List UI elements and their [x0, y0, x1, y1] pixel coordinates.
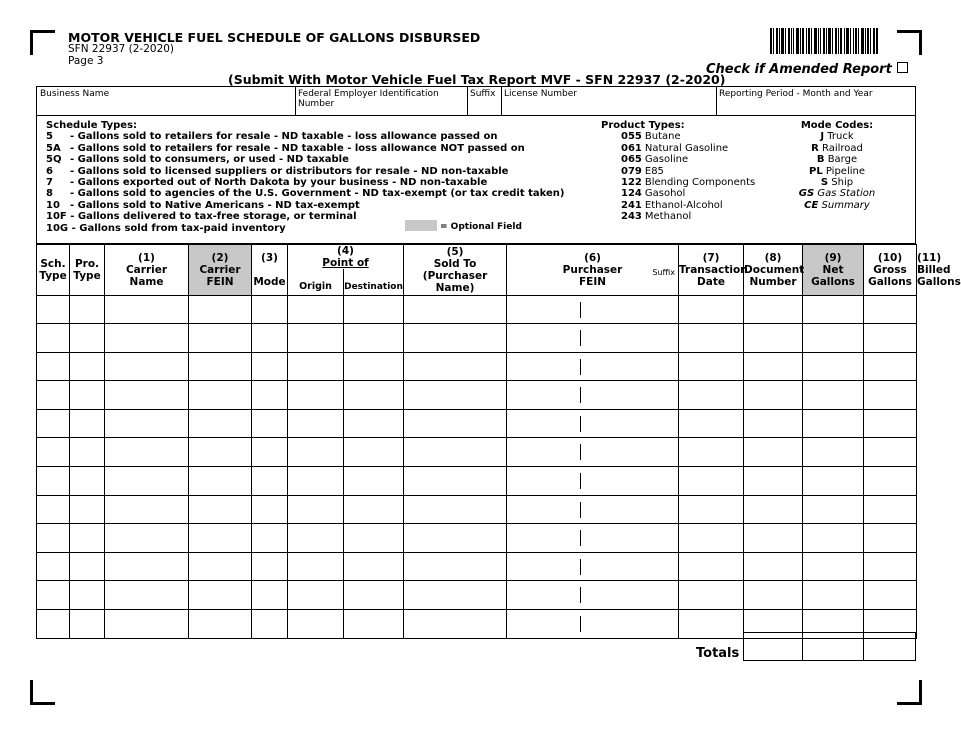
gross-gallons-cell[interactable] — [864, 552, 917, 581]
col-point-of: (4) Point of — [288, 245, 404, 270]
carrier-fein-cell[interactable] — [189, 352, 252, 381]
document-number-cell[interactable] — [744, 581, 803, 610]
sold-to-cell[interactable] — [404, 352, 507, 381]
pro-type-cell[interactable] — [70, 352, 105, 381]
carrier-fein-cell[interactable] — [189, 552, 252, 581]
suffix-divider — [580, 616, 581, 632]
suffix-divider — [580, 530, 581, 546]
table-row — [37, 552, 917, 581]
document-number-cell[interactable] — [744, 324, 803, 353]
document-number-cell[interactable] — [744, 524, 803, 553]
schedule-code: 5A — [46, 142, 61, 154]
table-row — [37, 295, 917, 324]
gross-gallons-cell[interactable] — [864, 295, 917, 324]
carrier-name-cell[interactable] — [105, 381, 189, 410]
transaction-date-cell[interactable] — [679, 552, 744, 581]
gross-gallons-cell[interactable] — [864, 495, 917, 524]
carrier-fein-cell[interactable] — [189, 409, 252, 438]
barcode-image — [770, 28, 878, 54]
destination-cell[interactable] — [344, 552, 404, 581]
mode-code: B — [816, 154, 825, 166]
sold-to-cell[interactable] — [404, 295, 507, 324]
net-gallons-cell[interactable] — [803, 381, 864, 410]
net-gallons-cell[interactable] — [803, 438, 864, 467]
suffix-divider — [580, 473, 581, 489]
transaction-date-cell[interactable] — [679, 524, 744, 553]
origin-cell[interactable] — [288, 581, 344, 610]
mode-code: PL — [808, 165, 823, 177]
sold-to-cell[interactable] — [404, 495, 507, 524]
suffix-divider — [580, 330, 581, 346]
sch-type-cell[interactable] — [37, 409, 70, 438]
schedule-text: - Gallons sold to consumers, or used - ND taxable — [70, 154, 349, 166]
sch-type-cell[interactable] — [37, 352, 70, 381]
gross-gallons-cell[interactable] — [864, 524, 917, 553]
total-billed-gallons-field[interactable] — [864, 633, 916, 660]
carrier-name-cell[interactable] — [105, 552, 189, 581]
purchaser-fein-cell[interactable] — [507, 409, 679, 438]
destination-cell[interactable] — [344, 610, 404, 639]
mode-code: R — [811, 142, 819, 154]
mode-name: Gas Station — [817, 188, 876, 200]
origin-cell[interactable] — [288, 467, 344, 496]
sold-to-cell[interactable] — [404, 552, 507, 581]
sold-to-cell[interactable] — [404, 467, 507, 496]
mode-cell[interactable] — [252, 381, 288, 410]
product-name: Methanol — [644, 211, 692, 223]
schedule-code: 10 — [46, 199, 60, 211]
carrier-name-cell[interactable] — [105, 438, 189, 467]
suffix-divider — [580, 502, 581, 518]
carrier-name-cell[interactable] — [105, 524, 189, 553]
document-number-cell[interactable] — [744, 381, 803, 410]
schedule-text: - Gallons sold to licensed suppliers or distributors for resale - ND non-taxable — [70, 165, 509, 177]
carrier-fein-cell[interactable] — [189, 581, 252, 610]
net-gallons-cell[interactable] — [803, 324, 864, 353]
pro-type-cell[interactable] — [70, 409, 105, 438]
sch-type-cell[interactable] — [37, 495, 70, 524]
purchaser-fein-cell[interactable] — [507, 467, 679, 496]
carrier-name-cell[interactable] — [105, 610, 189, 639]
net-gallons-cell[interactable] — [803, 467, 864, 496]
product-code: 124 — [621, 188, 642, 200]
page-number: Page 3 — [68, 55, 104, 67]
net-gallons-cell[interactable] — [803, 495, 864, 524]
sch-type-cell[interactable] — [37, 438, 70, 467]
product-name: Natural Gasoline — [644, 142, 729, 154]
submit-note: (Submit With Motor Vehicle Fuel Tax Report MVF - SFN 22937 (2-2020) — [228, 72, 726, 87]
mode-cell[interactable] — [252, 352, 288, 381]
destination-cell[interactable] — [344, 295, 404, 324]
product-name: E85 — [644, 165, 664, 177]
suffix-divider — [580, 416, 581, 432]
destination-cell[interactable] — [344, 467, 404, 496]
form-title: MOTOR VEHICLE FUEL SCHEDULE OF GALLONS DISBURSED — [68, 30, 481, 45]
product-name: Blending Components — [644, 177, 756, 189]
origin-cell[interactable] — [288, 324, 344, 353]
carrier-fein-cell[interactable] — [189, 524, 252, 553]
destination-cell[interactable] — [344, 409, 404, 438]
origin-cell[interactable] — [288, 381, 344, 410]
gross-gallons-cell[interactable] — [864, 581, 917, 610]
corner-mark-bottom-left — [30, 680, 55, 705]
destination-cell[interactable] — [344, 324, 404, 353]
destination-cell[interactable] — [344, 381, 404, 410]
mode-cell[interactable] — [252, 295, 288, 324]
table-row — [37, 581, 917, 610]
gross-gallons-cell[interactable] — [864, 352, 917, 381]
origin-cell[interactable] — [288, 295, 344, 324]
suffix-divider — [580, 559, 581, 575]
document-number-cell[interactable] — [744, 495, 803, 524]
col-sold-to: (5) Sold To (Purchaser Name) — [404, 245, 507, 296]
sch-type-cell[interactable] — [37, 324, 70, 353]
sch-type-cell[interactable] — [37, 467, 70, 496]
schedule-text: - Gallons delivered to tax-free storage, or terminal — [70, 211, 357, 223]
license-number-field[interactable] — [501, 87, 716, 115]
origin-cell[interactable] — [288, 409, 344, 438]
schedule-code: 5Q — [46, 154, 62, 166]
pro-type-cell[interactable] — [70, 467, 105, 496]
mode-cell[interactable] — [252, 610, 288, 639]
purchaser-fein-cell[interactable] — [507, 495, 679, 524]
mode-cell[interactable] — [252, 552, 288, 581]
gross-gallons-cell[interactable] — [864, 409, 917, 438]
schedule-text: - Gallons sold to Native Americans - ND tax-exempt — [70, 199, 360, 211]
form-number: SFN 22937 (2-2020) — [68, 43, 175, 55]
pro-type-cell[interactable] — [70, 552, 105, 581]
pro-type-cell[interactable] — [70, 324, 105, 353]
purchaser-fein-cell[interactable] — [507, 610, 679, 639]
schedule-code: 10G — [46, 222, 69, 234]
carrier-name-cell[interactable] — [105, 352, 189, 381]
transaction-date-cell[interactable] — [679, 381, 744, 410]
product-types-heading: Product Types: — [601, 120, 685, 131]
mode-cell[interactable] — [252, 409, 288, 438]
net-gallons-cell[interactable] — [803, 524, 864, 553]
corner-mark-top-right — [897, 30, 922, 55]
col-mode: (3) Mode — [252, 245, 288, 296]
origin-cell[interactable] — [288, 495, 344, 524]
mode-cell[interactable] — [252, 495, 288, 524]
gross-gallons-cell[interactable] — [864, 381, 917, 410]
table-row — [37, 438, 917, 467]
disbursement-table: Sch. Type Pro. Type (1) Carrier Name (2) Carrier FEIN (3) Mode (4) Point of (5) Sold To (Purchaser Name) (6) Purchaser FEIN Suffix (7) Transaction Date (8) Document Number (9) Net Gallons (10) Gross Gallons (11) Billed Gallons Origin Destination — [36, 244, 917, 639]
gross-gallons-cell[interactable] — [864, 324, 917, 353]
purchaser-fein-cell[interactable] — [507, 352, 679, 381]
purchaser-fein-cell[interactable] — [507, 381, 679, 410]
document-number-cell[interactable] — [744, 409, 803, 438]
origin-cell[interactable] — [288, 524, 344, 553]
destination-cell[interactable] — [344, 524, 404, 553]
destination-cell[interactable] — [344, 495, 404, 524]
schedule-text: - Gallons sold to retailers for resale - ND taxable - loss allowance passed on — [70, 131, 498, 143]
destination-cell[interactable] — [344, 581, 404, 610]
table-row — [37, 409, 917, 438]
sold-to-cell[interactable] — [404, 524, 507, 553]
schedule-code: 7 — [46, 177, 53, 189]
sch-type-cell[interactable] — [37, 381, 70, 410]
mode-code: GS — [798, 188, 815, 200]
table-row — [37, 524, 917, 553]
totals-label: Totals — [696, 646, 740, 661]
sold-to-cell[interactable] — [404, 610, 507, 639]
product-name: Gasoline — [644, 154, 689, 166]
product-code: 065 — [621, 154, 642, 166]
mode-name: Barge — [827, 154, 858, 166]
purchaser-fein-cell[interactable] — [507, 524, 679, 553]
purchaser-suffix-label: Suffix — [652, 268, 676, 277]
col-origin: Origin — [288, 269, 344, 295]
table-row — [37, 381, 917, 410]
license-number-label: License Number — [504, 89, 577, 99]
corner-mark-top-left — [30, 30, 55, 55]
origin-cell[interactable] — [288, 610, 344, 639]
suffix-field[interactable] — [467, 87, 501, 115]
document-number-cell[interactable] — [744, 438, 803, 467]
carrier-name-cell[interactable] — [105, 324, 189, 353]
transaction-date-cell[interactable] — [679, 409, 744, 438]
fein-label: Federal Employer Identification Number — [298, 89, 439, 109]
carrier-fein-cell[interactable] — [189, 324, 252, 353]
product-name: Butane — [644, 131, 681, 143]
col-carrier-name: (1) Carrier Name — [105, 245, 189, 296]
carrier-fein-cell[interactable] — [189, 495, 252, 524]
destination-cell[interactable] — [344, 352, 404, 381]
pro-type-cell[interactable] — [70, 581, 105, 610]
legend-block — [36, 116, 916, 244]
mode-name: Truck — [827, 131, 854, 143]
document-number-cell[interactable] — [744, 552, 803, 581]
purchaser-fein-cell[interactable] — [507, 581, 679, 610]
total-gross-gallons-field[interactable] — [803, 633, 863, 660]
table-row — [37, 467, 917, 496]
mode-cell[interactable] — [252, 324, 288, 353]
purchaser-fein-cell[interactable] — [507, 295, 679, 324]
mode-codes-list — [782, 120, 892, 211]
schedule-text: - Gallons sold from tax-paid inventory — [71, 222, 286, 234]
carrier-fein-cell[interactable] — [189, 438, 252, 467]
table-row — [37, 352, 917, 381]
total-net-gallons-field[interactable] — [744, 633, 802, 660]
carrier-name-cell[interactable] — [105, 495, 189, 524]
product-code: 241 — [621, 199, 642, 211]
schedule-code: 8 — [46, 188, 53, 200]
document-number-cell[interactable] — [744, 352, 803, 381]
schedule-text: - Gallons exported out of North Dakota by your business - ND non-taxable — [70, 177, 488, 189]
product-code: 055 — [621, 131, 642, 143]
carrier-name-cell[interactable] — [105, 409, 189, 438]
sold-to-cell[interactable] — [404, 581, 507, 610]
suffix-divider — [580, 587, 581, 603]
mode-cell[interactable] — [252, 581, 288, 610]
pro-type-cell[interactable] — [70, 295, 105, 324]
net-gallons-cell[interactable] — [803, 295, 864, 324]
business-name-label: Business Name — [40, 89, 110, 99]
product-name: Ethanol-Alcohol — [644, 199, 723, 211]
col-carrier-fein: (2) Carrier FEIN — [189, 245, 252, 296]
mode-cell[interactable] — [252, 438, 288, 467]
carrier-name-cell[interactable] — [105, 467, 189, 496]
product-code: 243 — [621, 211, 642, 223]
pro-type-cell[interactable] — [70, 524, 105, 553]
col-pro-type: Pro. Type — [70, 245, 105, 296]
transaction-date-cell[interactable] — [679, 467, 744, 496]
net-gallons-cell[interactable] — [803, 552, 864, 581]
business-info-row — [36, 86, 916, 116]
purchaser-fein-cell[interactable] — [507, 552, 679, 581]
carrier-fein-cell[interactable] — [189, 295, 252, 324]
fein-field[interactable] — [295, 87, 467, 115]
net-gallons-cell[interactable] — [803, 581, 864, 610]
document-number-cell[interactable] — [744, 467, 803, 496]
transaction-date-cell[interactable] — [679, 610, 744, 639]
mode-cell[interactable] — [252, 467, 288, 496]
col-purchaser-fein: (6) Purchaser FEIN Suffix — [507, 245, 679, 296]
mode-codes-heading: Mode Codes: — [800, 120, 874, 131]
carrier-name-cell[interactable] — [105, 581, 189, 610]
gross-gallons-cell[interactable] — [864, 438, 917, 467]
optional-field-label: = Optional Field — [440, 222, 522, 232]
schedule-code: 6 — [46, 165, 53, 177]
sold-to-cell[interactable] — [404, 324, 507, 353]
col-destination: Destination — [344, 269, 404, 295]
product-code: 061 — [621, 142, 642, 154]
origin-cell[interactable] — [288, 438, 344, 467]
origin-cell[interactable] — [288, 352, 344, 381]
col-sch-type: Sch. Type — [37, 245, 70, 296]
suffix-divider — [580, 302, 581, 318]
totals-row — [743, 632, 916, 661]
optional-swatch — [405, 220, 437, 231]
suffix-label: Suffix — [470, 89, 496, 99]
mode-code: J — [820, 131, 825, 143]
schedule-text: - Gallons sold to retailers for resale - ND taxable - loss allowance NOT passed on — [70, 142, 525, 154]
carrier-fein-cell[interactable] — [189, 381, 252, 410]
transaction-date-cell[interactable] — [679, 438, 744, 467]
amended-report-checkbox[interactable] — [897, 62, 908, 73]
reporting-period-field[interactable] — [716, 87, 916, 115]
document-number-cell[interactable] — [744, 295, 803, 324]
optional-field-key — [405, 220, 522, 232]
transaction-date-cell[interactable] — [679, 495, 744, 524]
reporting-period-label: Reporting Period - Month and Year — [719, 89, 873, 99]
carrier-name-cell[interactable] — [105, 295, 189, 324]
suffix-divider — [580, 444, 581, 460]
mode-name: Pipeline — [825, 165, 866, 177]
business-name-field[interactable] — [37, 87, 295, 115]
sch-type-cell[interactable] — [37, 295, 70, 324]
carrier-fein-cell[interactable] — [189, 610, 252, 639]
pro-type-cell[interactable] — [70, 610, 105, 639]
col-net-gallons: (9) Net Gallons — [803, 245, 864, 296]
sold-to-cell[interactable] — [404, 409, 507, 438]
sch-type-cell[interactable] — [37, 524, 70, 553]
amended-report-label: Check if Amended Report — [706, 62, 892, 77]
pro-type-cell[interactable] — [70, 438, 105, 467]
mode-code: S — [820, 177, 829, 189]
schedule-code: 10F — [46, 211, 67, 223]
amended-report-option[interactable] — [706, 62, 908, 77]
sch-type-cell[interactable] — [37, 552, 70, 581]
purchaser-fein-cell[interactable] — [507, 438, 679, 467]
corner-mark-bottom-right — [897, 680, 922, 705]
net-gallons-cell[interactable] — [803, 409, 864, 438]
schedule-text: - Gallons sold to agencies of the U.S. Government - ND tax-exempt (or tax credit taken) — [70, 188, 565, 200]
transaction-date-cell[interactable] — [679, 295, 744, 324]
product-code: 122 — [621, 177, 642, 189]
mode-name: Summary — [821, 199, 870, 211]
product-name: Gasohol — [644, 188, 686, 200]
sch-type-cell[interactable] — [37, 581, 70, 610]
mode-name: Railroad — [821, 142, 863, 154]
gross-gallons-cell[interactable] — [864, 467, 917, 496]
pro-type-cell[interactable] — [70, 381, 105, 410]
destination-cell[interactable] — [344, 438, 404, 467]
transaction-date-cell[interactable] — [679, 581, 744, 610]
mode-name: Ship — [831, 177, 854, 189]
sold-to-cell[interactable] — [404, 381, 507, 410]
schedule-code: 5 — [46, 131, 53, 143]
net-gallons-cell[interactable] — [803, 352, 864, 381]
schedule-types-heading: Schedule Types: — [46, 120, 138, 131]
mode-code: CE — [804, 199, 819, 211]
transaction-date-cell[interactable] — [679, 352, 744, 381]
col-document-number: (8) Document Number — [744, 245, 803, 296]
col-gross-gallons: (10) Gross Gallons — [864, 245, 917, 296]
product-types-list — [601, 120, 755, 223]
col-transaction-date: (7) Transaction Date — [679, 245, 744, 296]
transaction-date-cell[interactable] — [679, 324, 744, 353]
mode-cell[interactable] — [252, 524, 288, 553]
suffix-divider — [580, 387, 581, 403]
table-row — [37, 324, 917, 353]
suffix-divider — [580, 359, 581, 375]
sold-to-cell[interactable] — [404, 438, 507, 467]
table-row — [37, 495, 917, 524]
carrier-fein-cell[interactable] — [189, 467, 252, 496]
product-code: 079 — [621, 165, 642, 177]
sch-type-cell[interactable] — [37, 610, 70, 639]
origin-cell[interactable] — [288, 552, 344, 581]
schedule-types-list — [46, 120, 565, 234]
pro-type-cell[interactable] — [70, 495, 105, 524]
purchaser-fein-cell[interactable] — [507, 324, 679, 353]
